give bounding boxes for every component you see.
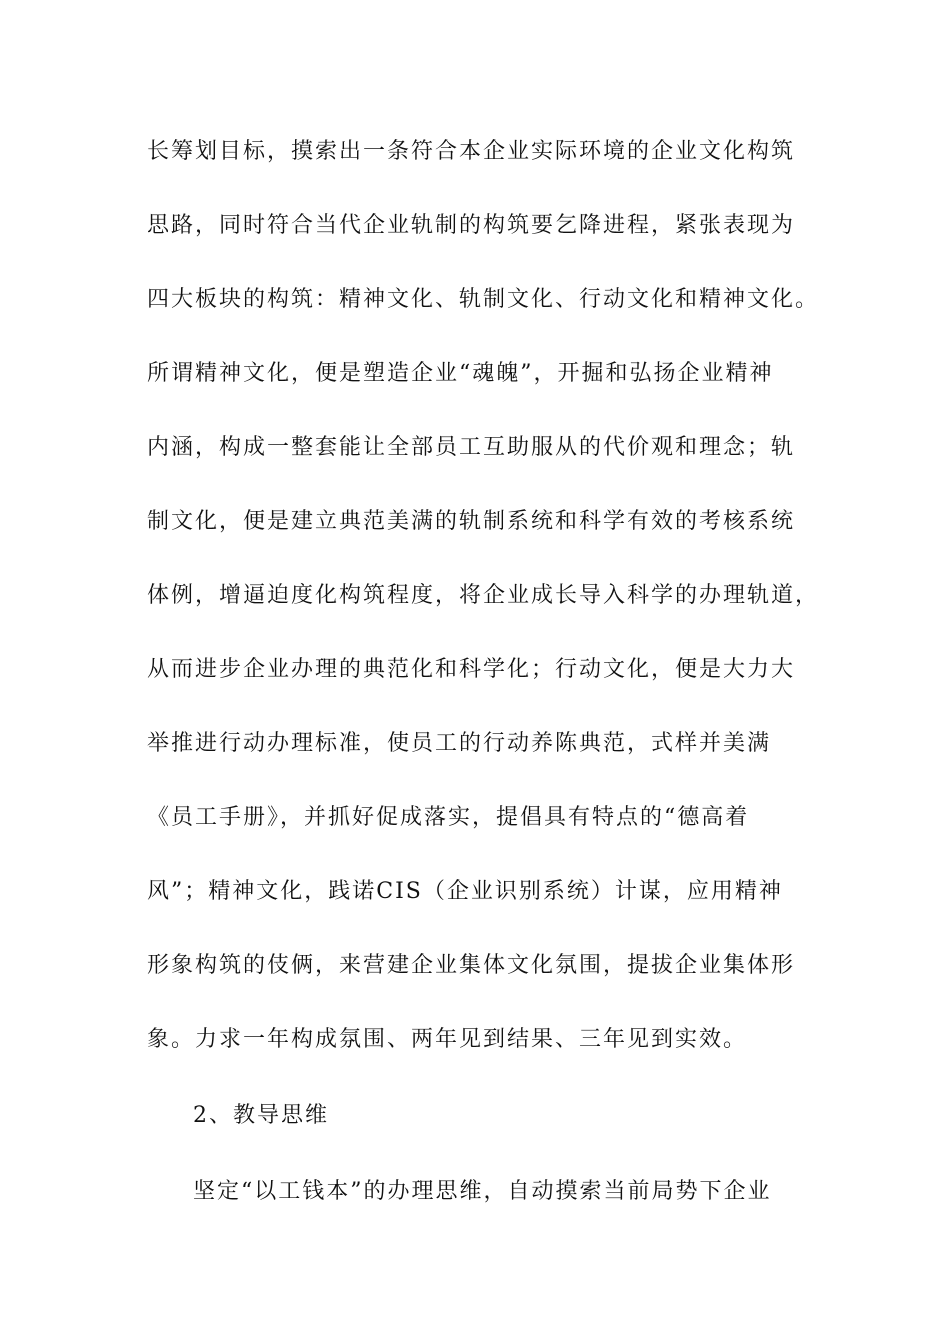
body-text-line: 四大板块的构筑：精神文化、轨制文化、行动文化和精神文化。 (147, 287, 820, 312)
body-text-line: 体例，增逼迫度化构筑程度，将企业成长导入科学的办理轨道， (147, 583, 820, 608)
body-text-line: 长筹划目标，摸索出一条符合本企业实际环境的企业文化构筑 (147, 139, 796, 164)
body-text-line: 制文化，便是建立典范美满的轨制系统和科学有效的考核系统 (147, 509, 796, 534)
body-text-line: 象。力求一年构成氛围、两年见到结果、三年见到实效。 (147, 1027, 748, 1052)
body-text-line: 思路，同时符合当代企业轨制的构筑要乞降进程，紧张表现为 (147, 213, 796, 238)
section-heading: 2、教导思维 (193, 1103, 329, 1128)
body-text-line: 从而进步企业办理的典范化和科学化；行动文化，便是大力大 (147, 657, 796, 682)
body-text-line: 举推进行动办理标准，使员工的行动养陈典范，式样并美满 (147, 731, 772, 756)
body-text-line: 所谓精神文化，便是塑造企业“魂魄”，开掘和弘扬企业精神 (147, 361, 774, 386)
body-text-line: 形象构筑的伎俩，来营建企业集体文化氛围，提拔企业集体形 (147, 953, 796, 978)
body-text-line: 内涵，构成一整套能让全部员工互助服从的代价观和理念；轨 (147, 435, 796, 460)
body-text-line: 风”；精神文化，践诺CIS（企业识别系统）计谋，应用精神 (147, 879, 783, 904)
body-text-line: 坚定“以工钱本”的办理思维，自动摸索当前局势下企业 (193, 1179, 772, 1204)
body-text-line: 《员工手册》，并抓好促成落实，提倡具有特点的“德高着 (147, 805, 750, 830)
